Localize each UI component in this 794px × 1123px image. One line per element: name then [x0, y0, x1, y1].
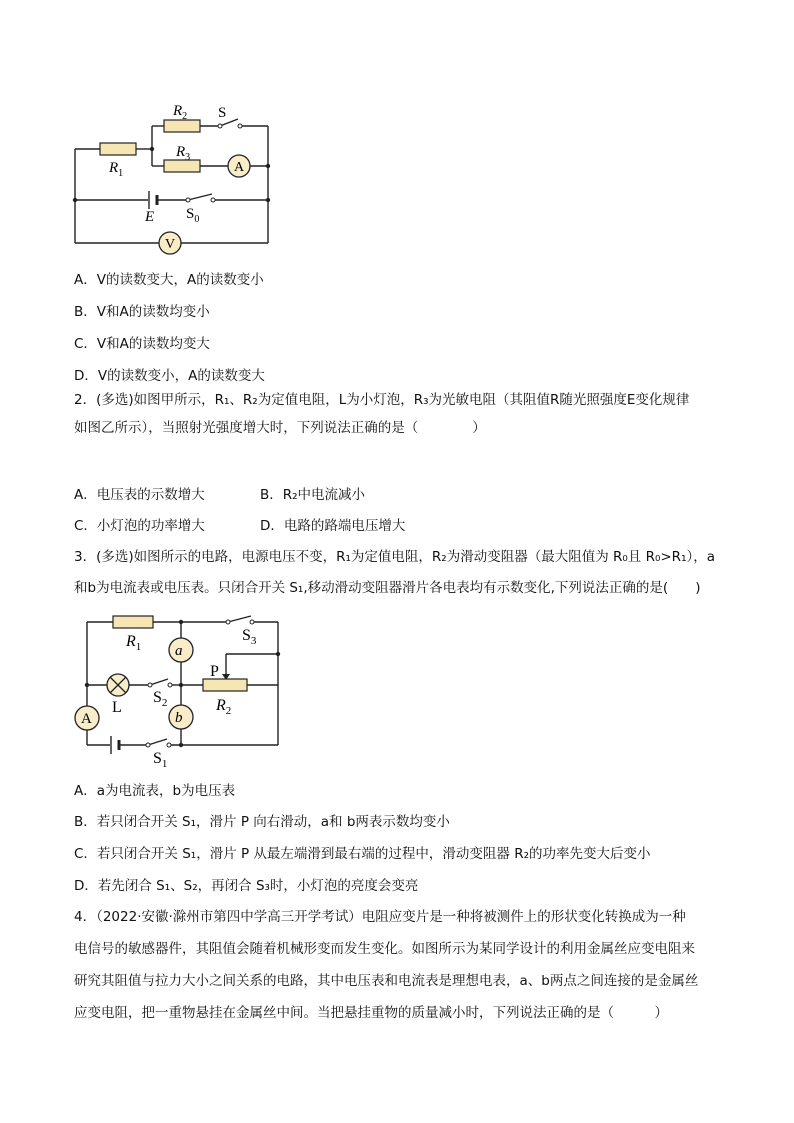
q1-option-d: D．V的读数变小，A的读数变大 — [74, 368, 265, 384]
q3-option-c: C．若只闭合开关 S₁，滑片 P 从最左端滑到最右端的过程中，滑动变阻器 R₂的功率先变大后变小 — [74, 846, 651, 862]
label-s1: $S_1$ — [153, 750, 168, 770]
q2-option-b: B．R₂中电流减小 — [260, 487, 366, 503]
q3-option-a: A．a为电流表，b为电压表 — [74, 783, 236, 799]
q2-stem-line2: 如图乙所示），当照射光强度增大时，下列说法正确的是（ ） — [74, 420, 486, 436]
q4-stem-line2: 电信号的敏感器件，其阻值会随着机械形变而发生变化。如图所示为某同学设计的利用金属丝应变电阻来 — [74, 941, 695, 957]
label-b: b — [175, 710, 183, 726]
q2-stem-line1: 2．(多选)如图甲所示，R₁、R₂为定值电阻，L为小灯泡，R₃为光敏电阻（其阻值R随光照强度E变化规律 — [74, 392, 690, 408]
label-a: a — [175, 643, 183, 659]
label-s2: $S_2$ — [153, 689, 168, 709]
label-p: P — [210, 663, 219, 680]
q2-option-d: D．电路的路端电压增大 — [260, 518, 406, 534]
q3-option-b: B．若只闭合开关 S₁，滑片 P 向右滑动，a和 b两表示数均变小 — [74, 814, 450, 830]
q1-circuit-figure — [60, 95, 290, 257]
q4-stem-line4: 应变电阻，把一重物悬挂在金属丝中间。当把悬挂重物的质量减小时，下列说法正确的是（ ） — [74, 1005, 668, 1021]
q3-stem-line2: 和b为电流表或电压表。只闭合开关 S₁,移动滑动变阻器滑片各电表均有示数变化,下列说法正确的是( ) — [74, 580, 701, 596]
label-r1: $R_1$ — [109, 160, 124, 179]
label-l: L — [112, 699, 122, 716]
q2-option-a: A．电压表的示数增大 — [74, 487, 205, 503]
label-r3: $R_3$ — [176, 144, 191, 163]
q1-option-c: C．V和A的读数均变大 — [74, 336, 210, 352]
lamp-icon — [107, 674, 129, 696]
resistor-r3 — [164, 160, 200, 172]
label-r2: $R_2$ — [173, 103, 188, 122]
q3-option-d: D．若先闭合 S₁、S₂，再闭合 S₃时，小灯泡的亮度会变亮 — [74, 878, 419, 894]
q4-stem-line1: 4．（2022·安徽·滁州市第四中学高三开学考试）电阻应变片是一种将被测件上的形状变化转换成为一种 — [74, 909, 686, 925]
label-a: A — [234, 160, 245, 175]
label-s: S — [218, 105, 227, 121]
label-ammeter: A — [81, 711, 92, 727]
q3-circuit-figure — [70, 610, 290, 770]
q3-stem-line1: 3．(多选)如图所示的电路，电源电压不变，R₁为定值电阻，R₂为滑动变阻器（最大阻值为 R₀且 R₀>R₁），a — [74, 549, 715, 565]
label-e: E — [145, 209, 155, 225]
label-v: V — [165, 237, 176, 252]
label-s3: $S_3$ — [242, 627, 257, 647]
resistor-r1 — [100, 143, 136, 155]
q4-stem-line3: 研究其阻值与拉力大小之间关系的电路，其中电压表和电流表是理想电表，a、b两点之间连接的是金属丝 — [74, 973, 699, 989]
q2-option-c: C．小灯泡的功率增大 — [74, 518, 205, 534]
q1-option-a: A．V的读数变大，A的读数变小 — [74, 272, 264, 288]
label-r2: $R_2$ — [216, 697, 232, 717]
label-s0: $S_0$ — [186, 206, 200, 225]
resistor-r2 — [203, 679, 247, 691]
label-r1: $R_1$ — [126, 633, 142, 653]
resistor-r1 — [113, 616, 153, 628]
q1-option-b: B．V和A的读数均变小 — [74, 304, 210, 320]
